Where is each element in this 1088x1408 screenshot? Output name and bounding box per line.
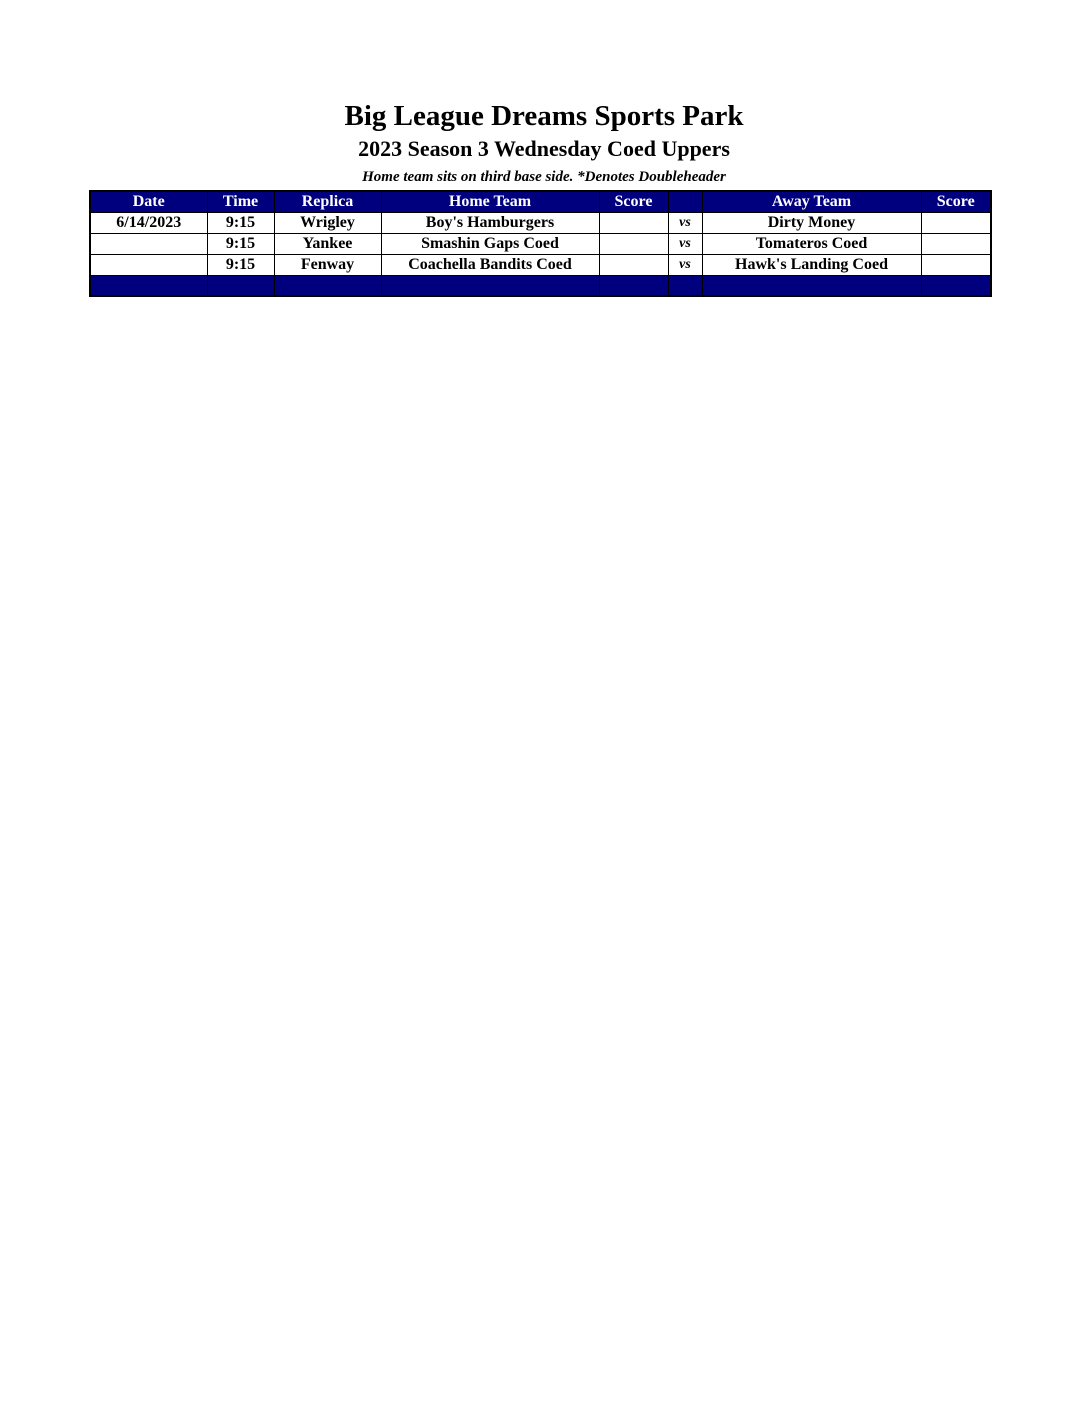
footer-cell — [599, 276, 668, 297]
footer-cell — [921, 276, 991, 297]
cell-home-team: Coachella Bandits Coed — [381, 255, 599, 276]
cell-time: 9:15 — [207, 234, 274, 255]
cell-away-score — [921, 213, 991, 234]
table-header-row — [90, 191, 991, 213]
footer-cell — [668, 276, 702, 297]
footer-cell — [381, 276, 599, 297]
cell-away-score — [921, 234, 991, 255]
column-header-vs — [668, 191, 702, 213]
cell-vs: vs — [668, 255, 702, 276]
cell-date — [90, 234, 207, 255]
footer-cell — [702, 276, 921, 297]
table-row — [90, 213, 991, 234]
cell-home-score — [599, 234, 668, 255]
cell-date: 6/14/2023 — [90, 213, 207, 234]
cell-away-team: Dirty Money — [702, 213, 921, 234]
column-header-away-score: Score — [921, 191, 991, 213]
footer-cell — [207, 276, 274, 297]
footer-cell — [274, 276, 381, 297]
table-row — [90, 255, 991, 276]
cell-time: 9:15 — [207, 213, 274, 234]
cell-vs: vs — [668, 213, 702, 234]
cell-home-team: Boy's Hamburgers — [381, 213, 599, 234]
cell-replica: Wrigley — [274, 213, 381, 234]
cell-away-team: Hawk's Landing Coed — [702, 255, 921, 276]
cell-replica: Fenway — [274, 255, 381, 276]
cell-replica: Yankee — [274, 234, 381, 255]
page-title: Big League Dreams Sports Park — [344, 100, 744, 132]
footer-cell — [90, 276, 207, 297]
table-row — [90, 234, 991, 255]
column-header-time: Time — [207, 191, 274, 213]
cell-home-score — [599, 255, 668, 276]
column-header-home-team: Home Team — [381, 191, 599, 213]
column-header-replica: Replica — [274, 191, 381, 213]
cell-away-team: Tomateros Coed — [702, 234, 921, 255]
table-footer-row — [90, 276, 991, 297]
cell-vs: vs — [668, 234, 702, 255]
cell-home-team: Smashin Gaps Coed — [381, 234, 599, 255]
cell-date — [90, 255, 207, 276]
column-header-home-score: Score — [599, 191, 668, 213]
column-header-away-team: Away Team — [702, 191, 921, 213]
cell-home-score — [599, 213, 668, 234]
cell-away-score — [921, 255, 991, 276]
schedule-table — [89, 190, 992, 297]
page-subtitle: 2023 Season 3 Wednesday Coed Uppers — [358, 136, 730, 161]
column-header-date: Date — [90, 191, 207, 213]
schedule-note: Home team sits on third base side. *Denotes Doubleheader — [362, 169, 726, 185]
cell-time: 9:15 — [207, 255, 274, 276]
